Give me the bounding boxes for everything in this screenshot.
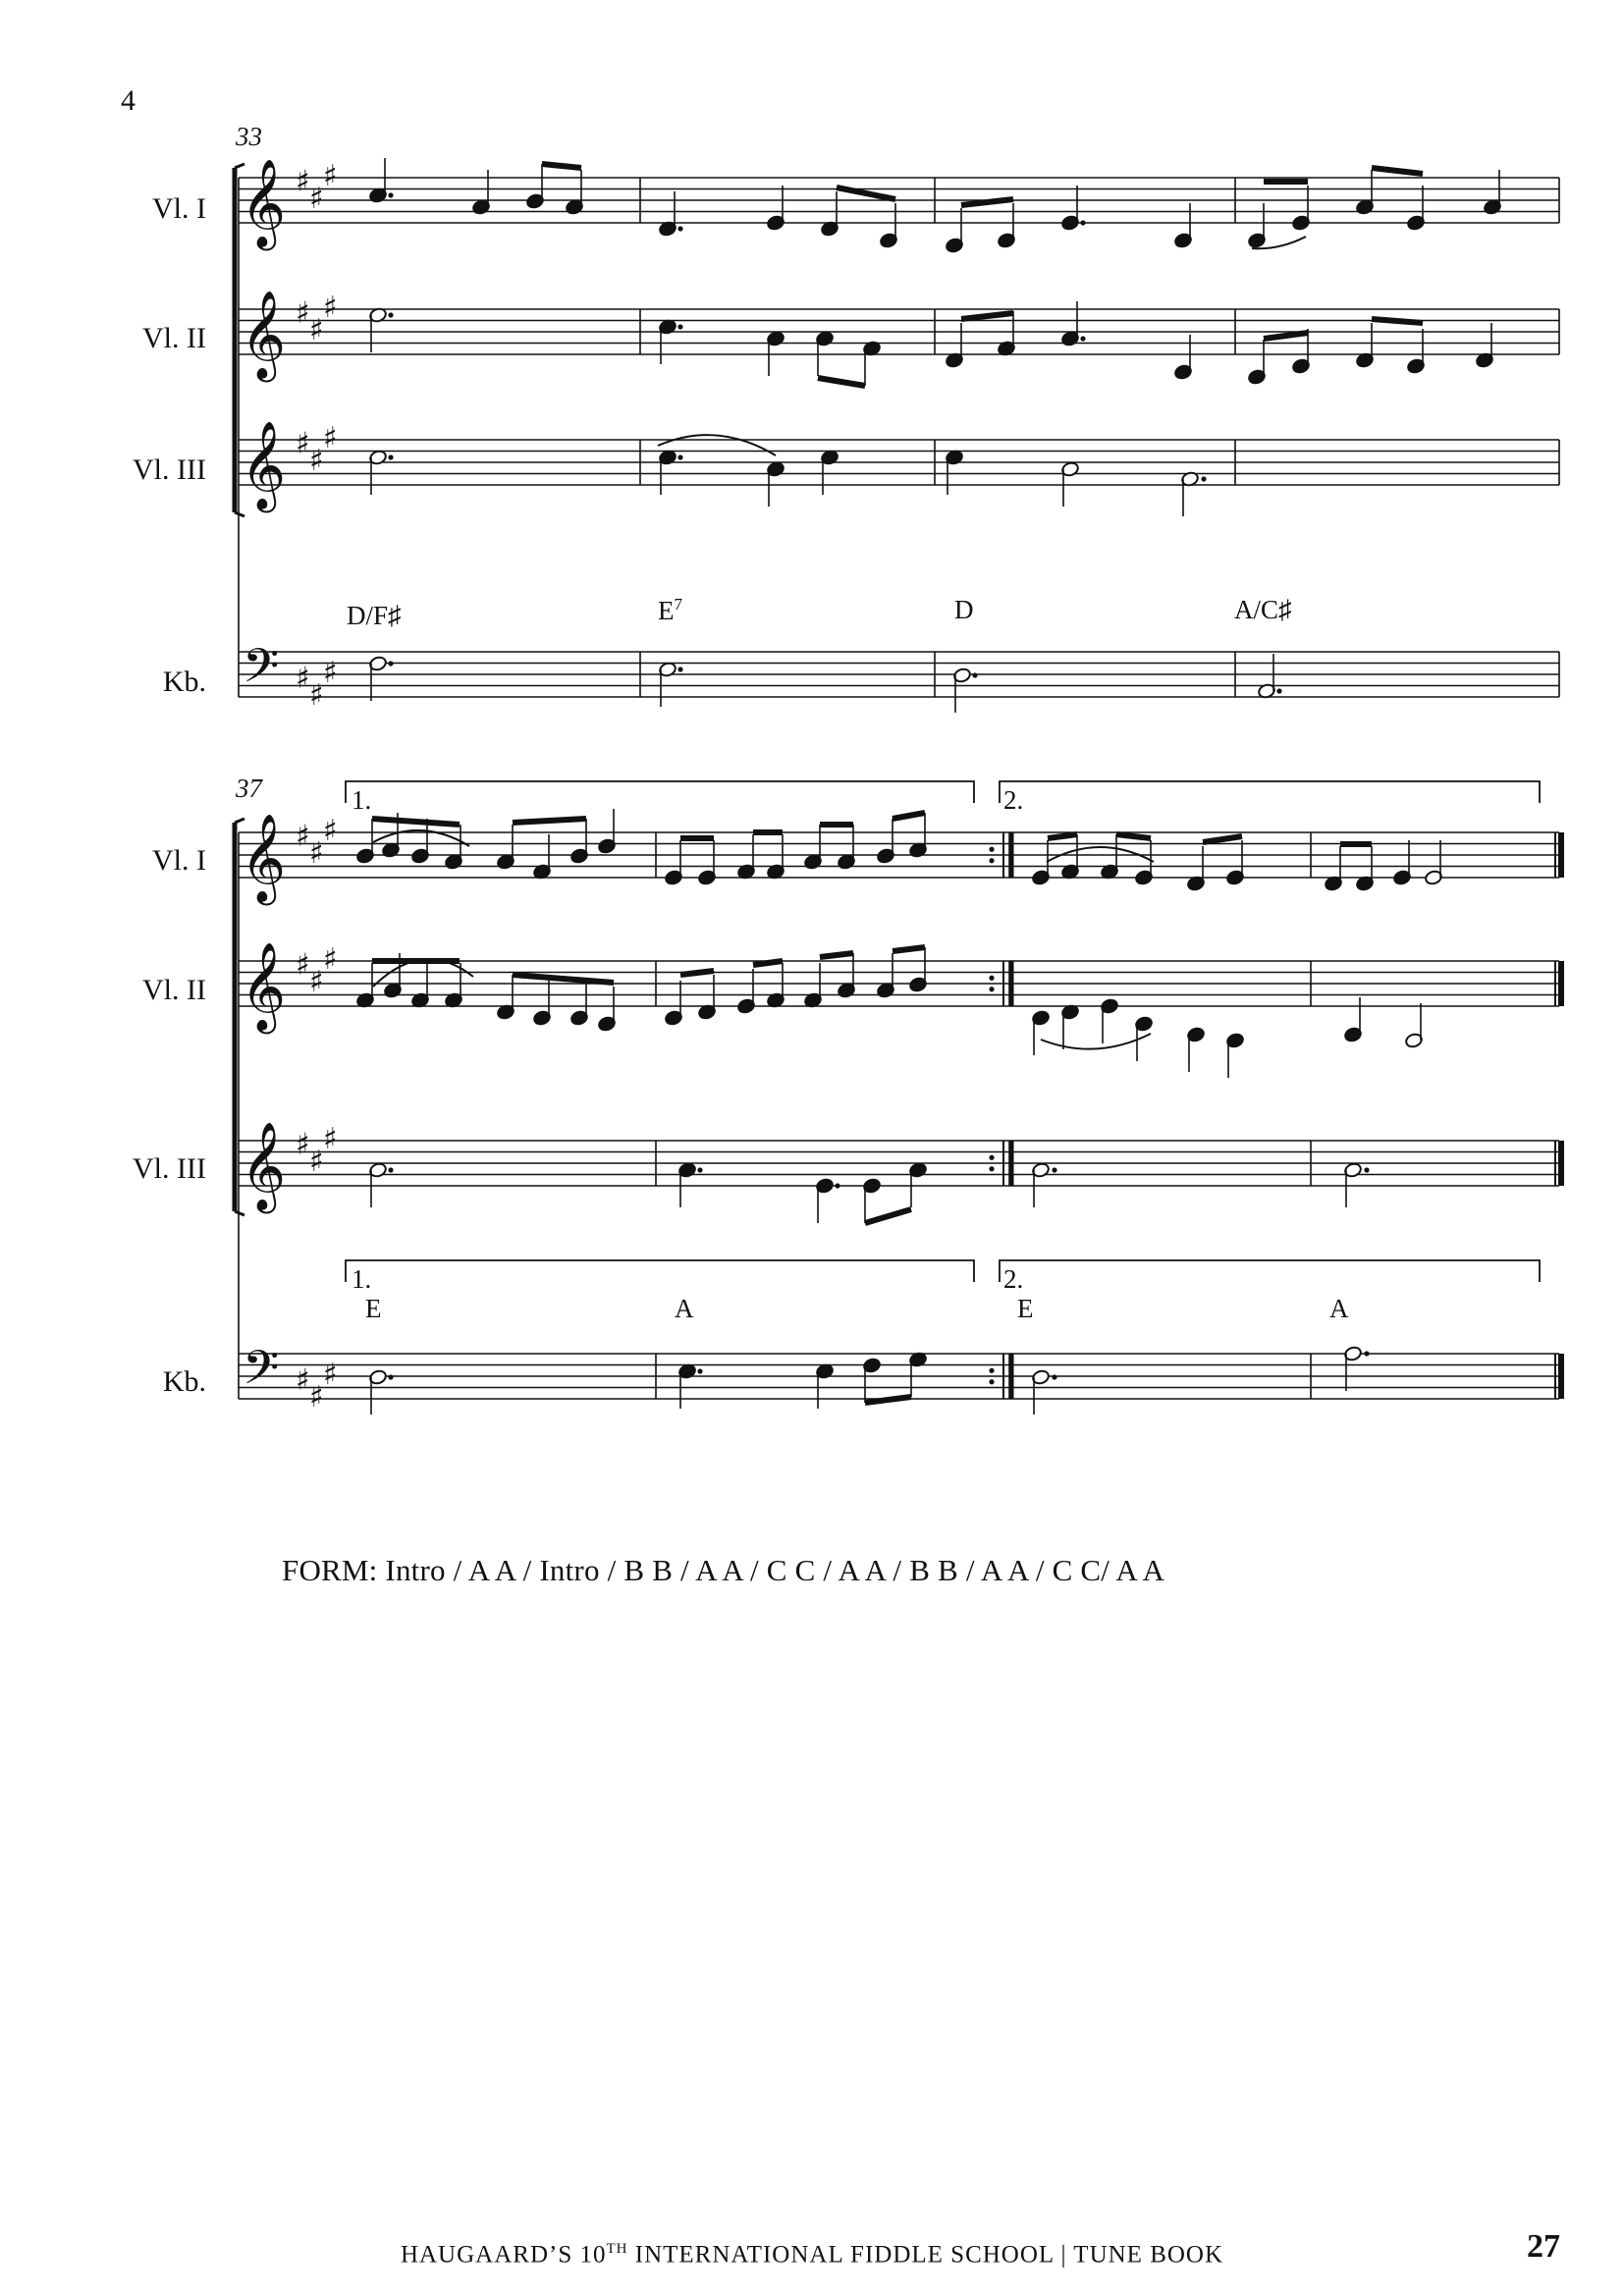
dot xyxy=(388,661,393,666)
measure-number: 33 xyxy=(236,122,262,151)
treble-clef: 𝄞 xyxy=(241,942,287,1031)
measure-number: 37 xyxy=(236,774,262,803)
instrument-label-violin-3: Vl. III xyxy=(133,454,206,486)
note-beam xyxy=(893,813,925,819)
form-instructions: FORM: Intro / A A / Intro / B B / A A / C C / A A / B B / A A / C C/ A A xyxy=(282,1553,1165,1587)
instrument-label-violin-1: Vl. I xyxy=(152,844,206,877)
sharp-sign: ♯ xyxy=(323,813,338,848)
sharp-sign: ♯ xyxy=(296,1362,310,1398)
dot xyxy=(1052,1167,1056,1172)
chord-symbol: D/F♯ xyxy=(347,601,402,630)
note-beam xyxy=(865,1209,911,1223)
dot xyxy=(697,1167,702,1172)
sharp-sign: ♯ xyxy=(323,290,338,325)
dot xyxy=(1364,1351,1369,1356)
part-page-number: 4 xyxy=(121,84,135,117)
ending-label: 1. xyxy=(352,1264,372,1294)
ending-bracket xyxy=(346,781,974,803)
note-beam xyxy=(1372,319,1423,323)
note-beam xyxy=(1203,836,1242,842)
dot xyxy=(989,847,994,852)
dot xyxy=(388,454,393,459)
treble-clef: 𝄞 xyxy=(241,1122,287,1210)
ending-label: 2. xyxy=(1003,1264,1024,1294)
ending-label: 1. xyxy=(352,785,372,815)
bass-clef: 𝄢 xyxy=(243,638,280,705)
slur xyxy=(658,435,776,455)
dot xyxy=(1276,688,1281,693)
sharp-sign: ♯ xyxy=(296,164,310,199)
sharp-sign: ♯ xyxy=(309,677,324,713)
dot xyxy=(1052,1374,1056,1379)
dot xyxy=(989,1166,994,1171)
dot xyxy=(1080,220,1085,225)
dot xyxy=(388,192,393,197)
note-beam xyxy=(1372,168,1423,174)
chord-symbol: E xyxy=(1017,1294,1034,1323)
sharp-sign: ♯ xyxy=(309,835,324,871)
note-beam xyxy=(818,378,865,386)
dot xyxy=(677,324,682,329)
note-beam xyxy=(893,947,925,951)
ending-bracket xyxy=(1000,1260,1540,1282)
dot xyxy=(677,454,682,459)
bracket-end xyxy=(235,1211,244,1215)
dot xyxy=(989,1368,994,1373)
sharp-sign: ♯ xyxy=(309,443,324,478)
sharp-sign: ♯ xyxy=(323,1121,338,1156)
sharp-sign: ♯ xyxy=(296,947,310,983)
dot xyxy=(388,1374,393,1379)
sharp-sign: ♯ xyxy=(323,941,338,977)
treble-clef: 𝄞 xyxy=(241,421,287,509)
note-beam xyxy=(961,313,1013,319)
chord-symbol: E xyxy=(365,1294,382,1323)
bass-clef: 𝄢 xyxy=(243,1340,280,1407)
slur xyxy=(1041,1034,1151,1049)
treble-clef: 𝄞 xyxy=(241,291,287,379)
sharp-sign: ♯ xyxy=(323,158,338,193)
instrument-label-violin-2: Vl. II xyxy=(142,322,206,354)
chord-symbol: A xyxy=(675,1294,694,1323)
footer-title: HAUGAARD’S 10TH INTERNATIONAL FIDDLE SCHOOL | TUNE BOOK xyxy=(400,2241,1224,2269)
sharp-sign: ♯ xyxy=(309,312,324,347)
sharp-sign: ♯ xyxy=(309,181,324,216)
note-beam xyxy=(1048,834,1077,838)
note-beam xyxy=(372,819,460,825)
chord-symbol: D xyxy=(954,595,974,624)
note-beam xyxy=(680,971,714,975)
instrument-label-keyboard: Kb. xyxy=(162,1365,206,1398)
note-beam xyxy=(865,1397,911,1403)
ending-label: 2. xyxy=(1003,785,1024,815)
sharp-sign: ♯ xyxy=(296,819,310,854)
chord-symbol: A xyxy=(1329,1294,1349,1323)
treble-clef: 𝄞 xyxy=(241,814,287,902)
dot xyxy=(989,1155,994,1160)
note-beam xyxy=(513,975,614,983)
dot xyxy=(677,667,682,671)
note-beam xyxy=(1116,834,1151,838)
dot xyxy=(697,1368,702,1373)
dot xyxy=(1080,336,1085,341)
sharp-sign: ♯ xyxy=(296,661,310,696)
note-beam xyxy=(513,819,586,823)
instrument-label-violin-1: Vl. I xyxy=(152,192,206,225)
chord-symbol: A/C♯ xyxy=(1234,595,1292,624)
note-beam xyxy=(820,953,853,957)
sharp-sign: ♯ xyxy=(296,426,310,461)
dot xyxy=(1201,476,1206,481)
dot xyxy=(989,976,994,981)
sharp-sign: ♯ xyxy=(309,1144,324,1179)
page-number: 27 xyxy=(1527,2228,1560,2265)
note-beam xyxy=(1264,333,1308,339)
chord-symbol: $E^7$ xyxy=(658,595,682,625)
dot xyxy=(677,226,682,231)
treble-clef: 𝄞 xyxy=(241,159,287,247)
sharp-sign: ♯ xyxy=(323,655,338,690)
instrument-label-keyboard: Kb. xyxy=(162,666,206,698)
ending-bracket xyxy=(346,1260,974,1282)
note-beam xyxy=(753,961,783,965)
sharp-sign: ♯ xyxy=(296,1127,310,1162)
note-beam xyxy=(542,164,581,168)
dot xyxy=(388,312,393,317)
bracket-end xyxy=(235,512,244,516)
sharp-sign: ♯ xyxy=(323,420,338,455)
dot xyxy=(388,1167,393,1172)
dot xyxy=(835,1183,839,1188)
dot xyxy=(1364,1167,1369,1172)
instrument-label-violin-2: Vl. II xyxy=(142,974,206,1006)
dot xyxy=(989,1379,994,1384)
dot xyxy=(989,858,994,863)
instrument-label-violin-3: Vl. III xyxy=(133,1152,206,1185)
dot xyxy=(972,672,977,677)
sharp-sign: ♯ xyxy=(309,964,324,999)
dot xyxy=(989,987,994,991)
ending-bracket xyxy=(1000,781,1540,803)
sharp-sign: ♯ xyxy=(323,1357,338,1392)
sharp-sign: ♯ xyxy=(309,1379,324,1415)
sharp-sign: ♯ xyxy=(296,295,310,331)
